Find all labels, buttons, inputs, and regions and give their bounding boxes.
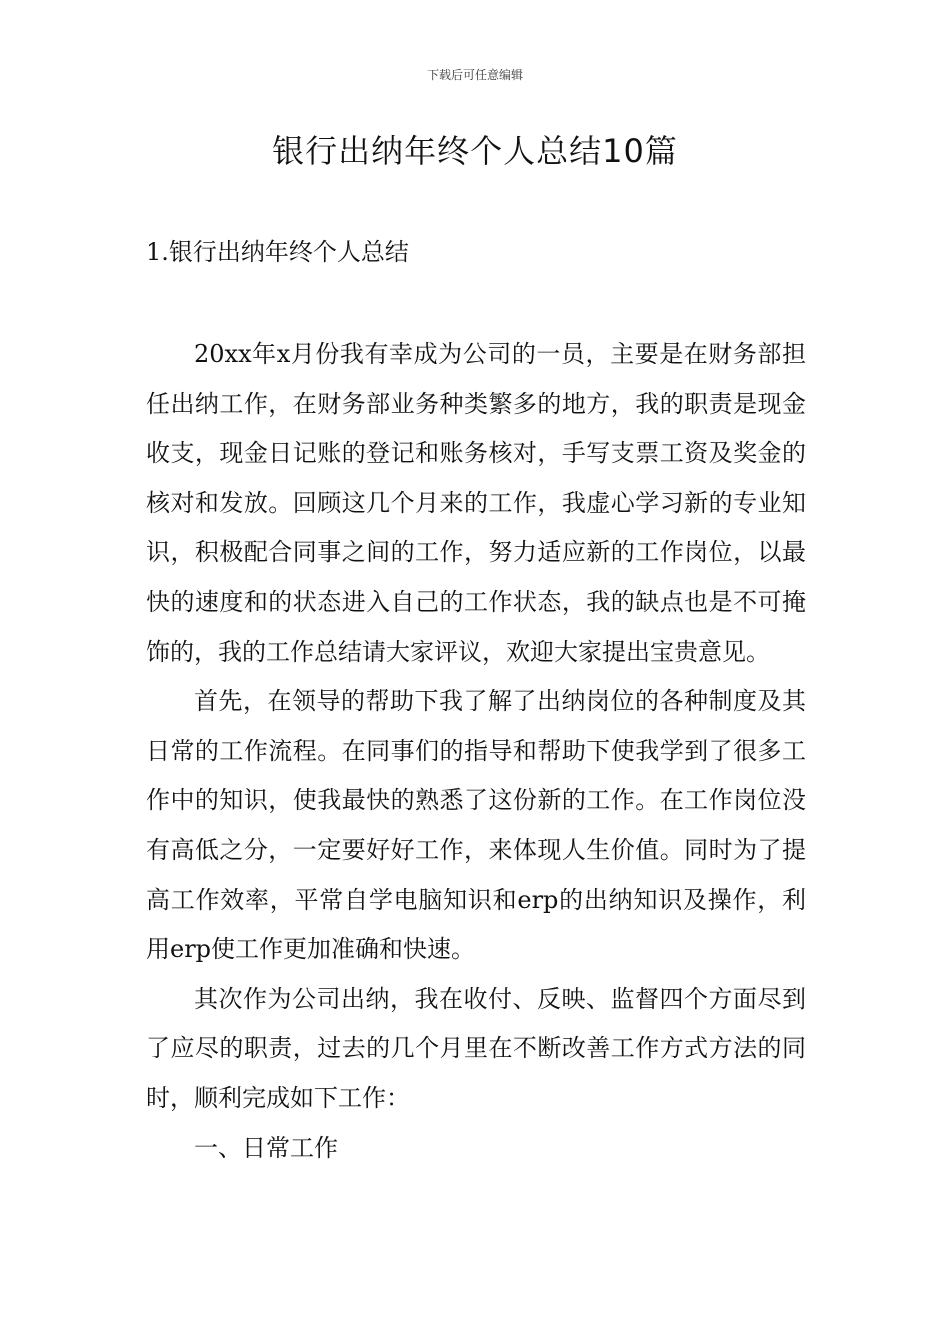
paragraph-intro: 20xx年x月份我有幸成为公司的一员，主要是在财务部担任出纳工作，在财务部业务种类繁多的地方，我的职责是现金收支，现金日记账的登记和账务核对，手写支票工资及奖金的核对和发放。回顾这几个月来的工作，我虚心学习新的专业知识，积极配合同事之间的工作，努力适应新的工作岗位，以最快的速度和的状态进入自己的工作状态，我的缺点也是不可掩饰的，我的工作总结请大家评议，欢迎大家提出宝贵意见。 [146, 340, 806, 666]
body-text [146, 330, 806, 1173]
document-title: 银行出纳年终个人总结10篇 [272, 132, 678, 170]
section-heading: 1.银行出纳年终个人总结 [146, 238, 409, 266]
header-note: 下载后可任意编辑 [426, 68, 523, 82]
paragraph-first: 首先，在领导的帮助下我了解了出纳岗位的各种制度及其日常的工作流程。在同事们的指导和帮助下使我学到了很多工作中的知识，使我最快的熟悉了这份新的工作。在工作岗位没有高低之分，一定要好好工作，来体现人生价值。同时为了提高工作效率，平常自学电脑知识和erp的出纳知识及操作，利用erp使工作更加准确和快速。 [146, 687, 806, 964]
paragraph-second: 其次作为公司出纳，我在收付、反映、监督四个方面尽到了应尽的职责，过去的几个月里在不断改善工作方式方法的同时，顺利完成如下工作： [146, 984, 806, 1112]
subheading-daily-work: 一、日常工作 [194, 1133, 338, 1162]
